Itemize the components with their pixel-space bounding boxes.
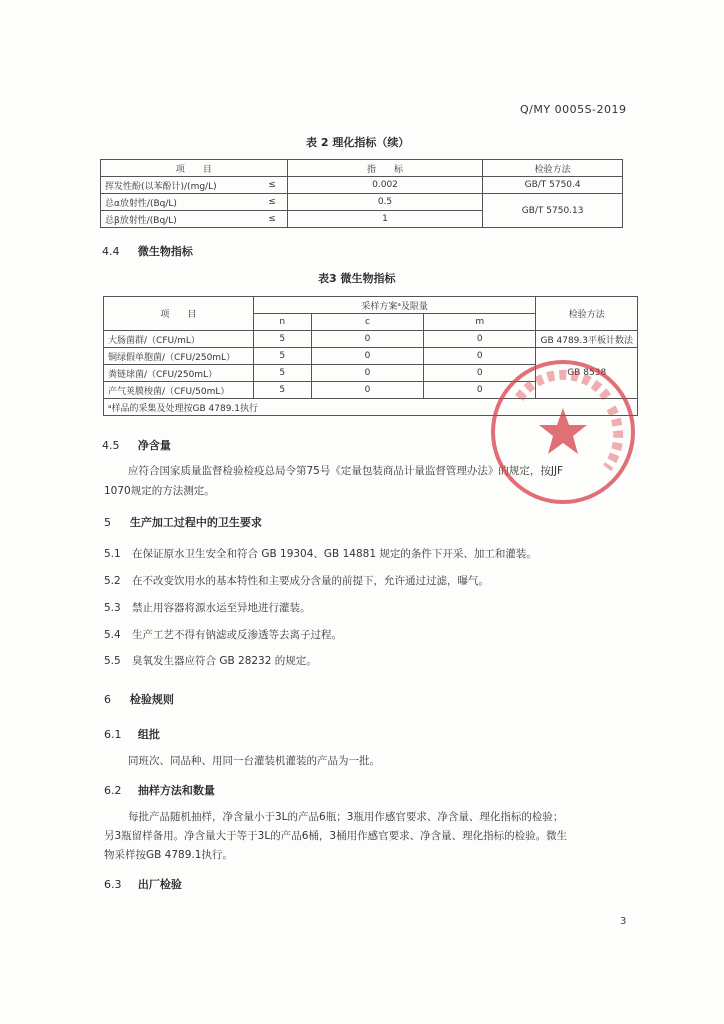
table3-subheader-m: m xyxy=(424,314,536,331)
table3-m: 0 xyxy=(424,382,536,399)
table2-op: ≤ xyxy=(257,211,287,228)
section-number: 6.2 xyxy=(104,784,122,797)
table2-op: ≤ xyxy=(257,194,287,211)
clause-number: 5.5 xyxy=(104,655,121,667)
section-6-1-heading xyxy=(104,726,160,742)
section-4-4-heading xyxy=(102,243,193,259)
clause-number: 5.1 xyxy=(104,548,121,560)
table2-value: 0.002 xyxy=(287,177,482,194)
section-6-2-line1: 每批产品随机抽样，净含量小于3L的产品6瓶；3瓶用作感官要求、净含量、理化指标的检验； xyxy=(128,811,564,823)
section-title: 抽样方法和数量 xyxy=(137,784,215,797)
table2-method: GB/T 5750.13 xyxy=(483,194,623,228)
table3-method: GB 4789.3平板计数法 xyxy=(536,331,638,348)
table3-header-item: 项 目 xyxy=(104,297,254,331)
table2-value: 0.5 xyxy=(287,194,482,211)
section-6-2-heading xyxy=(104,782,215,798)
table3-c: 0 xyxy=(311,331,423,348)
table3-n: 5 xyxy=(253,382,311,399)
document-code: Q/MY 0005S-2019 xyxy=(520,103,627,116)
table2-header-row xyxy=(101,160,623,177)
section-5-heading xyxy=(104,514,262,530)
table3-item: 粪链球菌/（CFU/250mL） xyxy=(104,365,254,382)
table3-item: 大肠菌群/（CFU/mL） xyxy=(104,331,254,348)
clause-text: 臭氧发生器应符合 GB 28232 的规定。 xyxy=(132,655,317,667)
table2-item: 总α放射性/(Bq/L) xyxy=(101,194,258,211)
section-number: 6.1 xyxy=(104,728,122,741)
table3-c: 0 xyxy=(311,382,423,399)
table-row xyxy=(104,331,638,348)
table3-n: 5 xyxy=(253,331,311,348)
table2-header-value: 指 标 xyxy=(287,160,482,177)
section-4-5-heading xyxy=(102,437,171,453)
seal-star xyxy=(539,408,587,454)
table2-item: 挥发性酚(以苯酚计)/(mg/L) xyxy=(101,177,258,194)
seal-lettering xyxy=(519,375,609,400)
company-seal-stamp xyxy=(489,358,637,506)
section-number: 6.3 xyxy=(104,878,122,891)
table3-item: 产气荚膜梭菌/（CFU/50mL） xyxy=(104,382,254,399)
section-number: 4.5 xyxy=(102,439,120,452)
table2-caption: 表 2 理化指标（续） xyxy=(306,136,410,149)
table3-header-plan: 采样方案ᵃ及限量 xyxy=(253,297,536,314)
clause-number: 5.2 xyxy=(104,575,121,587)
page-number: 3 xyxy=(620,916,627,927)
table2-header-item: 项 目 xyxy=(101,160,288,177)
table3-caption: 表3 微生物指标 xyxy=(318,272,396,285)
section-title: 组批 xyxy=(137,728,160,741)
section-title: 微生物指标 xyxy=(137,245,193,258)
table3-n: 5 xyxy=(253,365,311,382)
clause-text: 生产工艺不得有钠滤或反渗透等去离子过程。 xyxy=(132,629,342,641)
table3-subheader-n: n xyxy=(253,314,311,331)
clause-5-4 xyxy=(104,626,342,645)
table-row xyxy=(101,177,623,194)
section-6-heading xyxy=(104,691,174,707)
section-title: 生产加工过程中的卫生要求 xyxy=(129,516,262,529)
table2-op: ≤ xyxy=(257,177,287,194)
section-6-2-line2: 另3瓶留样备用。净含量大于等于3L的产品6桶，3桶用作感官要求、净含量、理化指标的检验。微生 xyxy=(104,830,568,842)
table3-header-row xyxy=(104,297,638,314)
table3-item: 铜绿假单胞菌/（CFU/250mL） xyxy=(104,348,254,365)
section-6-3-heading xyxy=(104,876,182,892)
table3-footnote: ᵃ样品的采集及处理按GB 4789.1执行 xyxy=(104,399,638,416)
clause-number: 5.3 xyxy=(104,602,121,614)
table3-m: 0 xyxy=(424,331,536,348)
section-4-5-text-line2: 1070规定的方法测定。 xyxy=(104,485,215,497)
table3-n: 5 xyxy=(253,348,311,365)
table3-m: 0 xyxy=(424,348,536,365)
table2-method: GB/T 5750.4 xyxy=(483,177,623,194)
table3-m: 0 xyxy=(424,365,536,382)
clause-number: 5.4 xyxy=(104,629,121,641)
clause-5-5 xyxy=(104,652,317,671)
table3-header-method: 检验方法 xyxy=(536,297,638,331)
table3-subheader-c: c xyxy=(311,314,423,331)
table3-c: 0 xyxy=(311,365,423,382)
table2-header-method: 检验方法 xyxy=(483,160,623,177)
clause-5-3 xyxy=(104,599,311,618)
table2-value: 1 xyxy=(287,211,482,228)
table-row xyxy=(101,194,623,211)
section-title: 出厂检验 xyxy=(137,878,182,891)
table3-method: GB 8538 xyxy=(536,348,638,399)
section-number: 6 xyxy=(104,693,111,706)
table3-c: 0 xyxy=(311,348,423,365)
section-6-1-text: 同班次、同品种、用同一台灌装机灌装的产品为一批。 xyxy=(128,755,380,767)
table2 xyxy=(100,159,623,228)
section-title: 净含量 xyxy=(137,439,171,452)
section-4-5-text-line1: 应符合国家质量监督检验检疫总局令第75号《定量包装商品计量监督管理办法》的规定，按JJF xyxy=(128,465,564,477)
clause-text: 在不改变饮用水的基本特性和主要成分含量的前提下，允许通过过滤，曝气。 xyxy=(132,575,489,587)
clause-text: 在保证原水卫生安全和符合 GB 19304、GB 14881 规定的条件下开采、加工和灌装。 xyxy=(132,548,537,560)
clause-5-1 xyxy=(104,545,537,564)
clause-5-2 xyxy=(104,572,489,591)
table2-item: 总β放射性/(Bq/L) xyxy=(101,211,258,228)
section-6-2-line3: 物采样按GB 4789.1执行。 xyxy=(104,849,233,861)
section-number: 5 xyxy=(104,516,111,529)
section-number: 4.4 xyxy=(102,245,120,258)
clause-text: 禁止用容器将源水运至异地进行灌装。 xyxy=(132,602,311,614)
section-title: 检验规则 xyxy=(129,693,174,706)
seal-lettering-2 xyxy=(607,408,618,468)
